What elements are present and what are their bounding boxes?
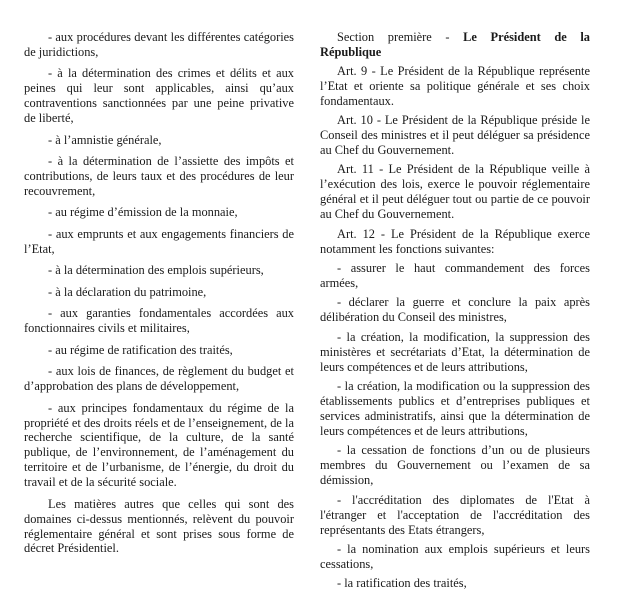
right-paragraph: - la nomination aux emplois supérieurs et leurs cessations, <box>320 542 590 571</box>
right-paragraph: Art. 10 - Le Président de la République préside le Conseil des ministres et il peut déléguer sa présidence au Chef du Gouvernement. <box>320 113 590 157</box>
left-paragraph: - à la détermination de l’assiette des impôts et contributions, de leurs taux et des procédures de leur recouvrement, <box>24 154 294 198</box>
left-paragraph: - au régime de ratification des traités, <box>48 342 233 357</box>
left-paragraph: - à la détermination des crimes et délits et aux peines qui leur sont applicables, ainsi qu’aux contraventions sanctionnées par une peine privative de liberté, <box>24 66 294 126</box>
left-paragraph: Les matières autres que celles qui sont des domaines ci-dessus mentionnés, relèvent du pouvoir réglementaire général et sont prises sous forme de décret Présidentiel. <box>24 496 294 556</box>
left-paragraph: - à la déclaration du patrimoine, <box>48 284 207 299</box>
right-paragraph: - la création, la modification ou la suppression des établissements publics et d’entreprises publiques et services administratifs, ainsi que la détermination de leurs compétences et de leurs attributions, <box>320 379 590 438</box>
left-paragraph: - aux lois de finances, de règlement du budget et d’approbation des plans de développement, <box>24 364 294 394</box>
section-heading-prefix: Section première - <box>337 30 464 44</box>
right-paragraph: Art. 12 - Le Président de la République exerce notamment les fonctions suivantes: <box>320 226 590 256</box>
left-paragraph: - aux procédures devant les différentes catégories de juridictions, <box>24 30 294 59</box>
right-paragraph: - l'accréditation des diplomates de l'Etat à l'étranger et l'acceptation de l'accréditation des représentants des Etats étrangers, <box>320 492 590 537</box>
right-column <box>320 30 590 596</box>
section-heading-title: Le Président de la République <box>320 30 590 59</box>
right-paragraph: Art. 11 - Le Président de la République veille à l’exécution des lois, exerce le pouvoir réglementaire général et il peut déléguer tout ou partie de ce pouvoir au Chef du Gouvernement. <box>320 162 590 222</box>
right-paragraph: Art. 9 - Le Président de la République représente l’Etat et oriente sa politique générale et ses choix fondamentaux. <box>320 63 590 108</box>
right-paragraph: - la cessation de fonctions d’un ou de plusieurs membres du Gouvernement ou l’examen de sa démission, <box>320 443 590 488</box>
left-paragraph: - à la détermination des emplois supérieurs, <box>48 263 264 278</box>
left-column <box>24 30 294 563</box>
section-heading <box>320 30 590 60</box>
right-paragraph: - la ratification des traités, <box>337 576 467 591</box>
right-paragraph: - assurer le haut commandement des forces armées, <box>320 261 590 290</box>
left-paragraph: - aux emprunts et aux engagements financiers de l’Etat, <box>24 226 294 256</box>
left-paragraph: - aux principes fondamentaux du régime de la propriété et des droits réels et de l’enseignement, de la recherche scientifique, de la culture, de la santé publique, de l’environnement, de l’aménagement du territoire et de l’urbanisme, de l’énergie, du droit du travail et de la sécurité sociale. <box>24 400 294 490</box>
left-paragraph: - au régime d’émission de la monnaie, <box>48 205 238 220</box>
left-paragraph: - aux garanties fondamentales accordées aux fonctionnaires civils et militaires, <box>24 306 294 336</box>
left-paragraph: - à l’amnistie générale, <box>48 132 162 147</box>
right-paragraph: - la création, la modification, la suppression des ministères et secrétariats d’Etat, la détermination de leurs compétences et de leurs attributions, <box>320 329 590 374</box>
right-paragraph: - déclarer la guerre et conclure la paix après délibération du Conseil des ministres, <box>320 295 590 325</box>
